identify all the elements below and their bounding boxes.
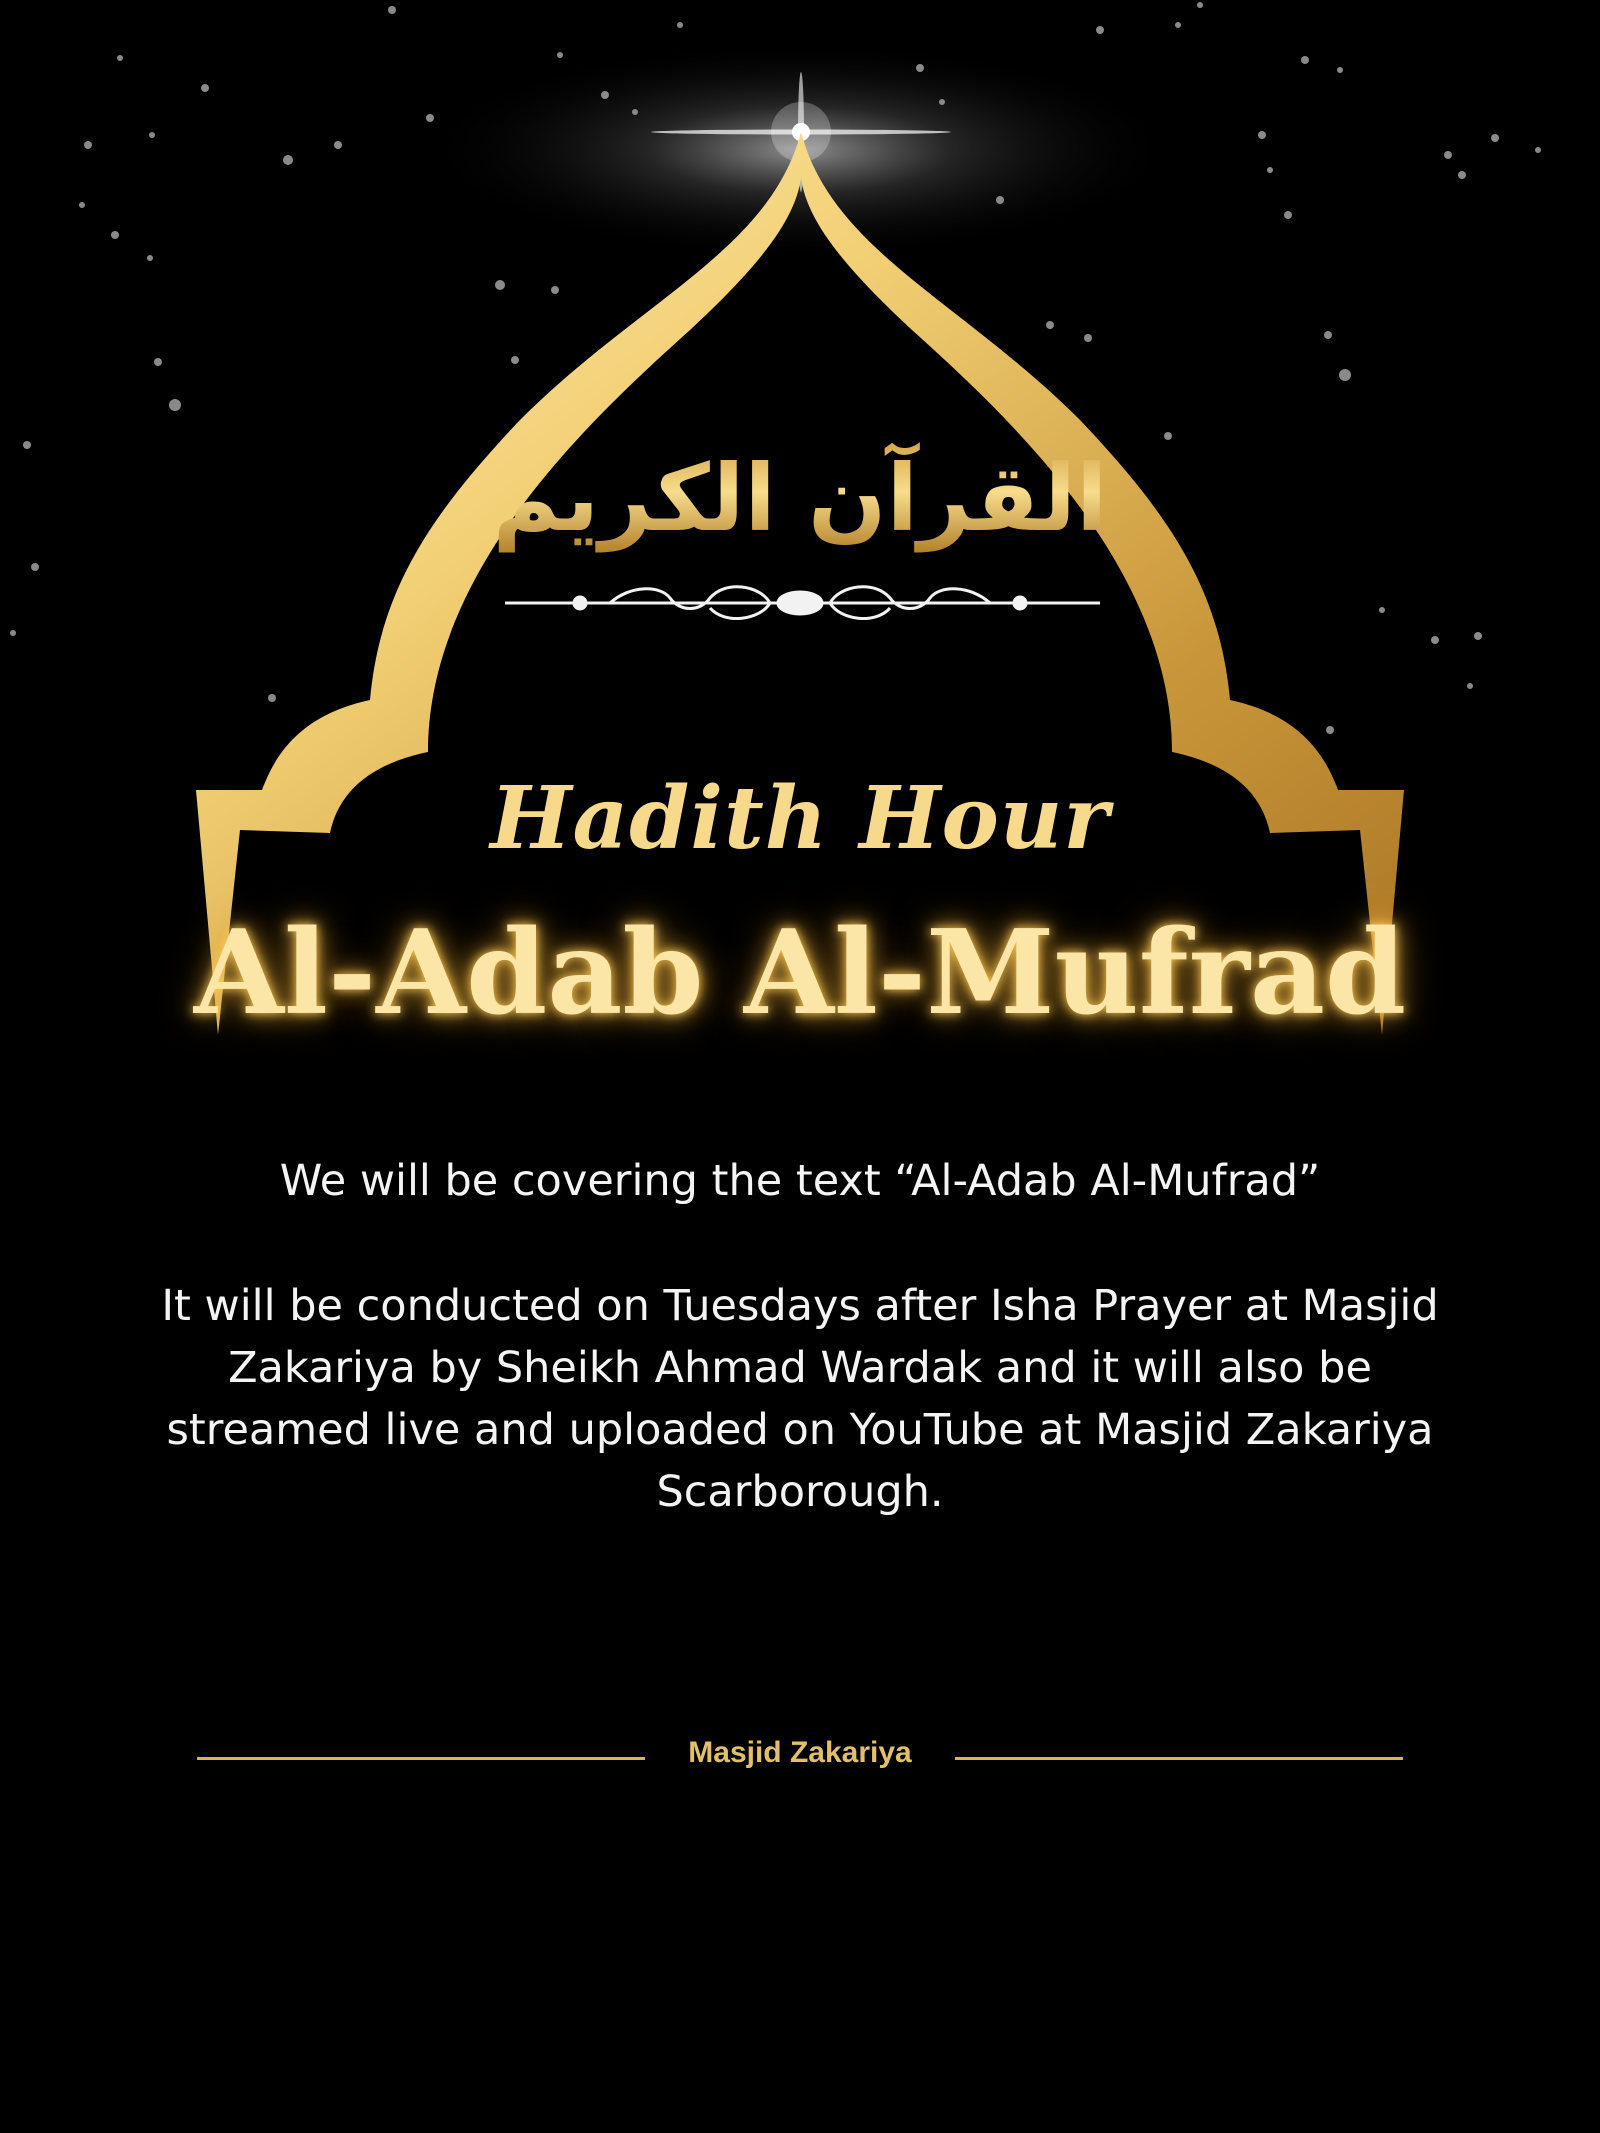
mosque-dome-arch-icon — [196, 132, 1404, 1035]
description-paragraph: We will be covering the text “Al-Adab Al-Mufrad” — [279, 1156, 1321, 1206]
description-paragraph: It will be conducted on Tuesdays after Isha Prayer at Masjid Zakariya by Sheikh Ahmad Wardak and it will also be streamed live and uploaded on YouTube at Masjid Zakariya Scarborough. — [161, 1281, 1439, 1517]
footer-divider-right — [955, 1757, 1403, 1760]
footer-label: Masjid Zakariya — [688, 1736, 912, 1769]
page-title: Al-Adab Al-Mufrad — [193, 905, 1407, 1041]
footer-divider-left — [197, 1757, 645, 1760]
ornament-divider-icon — [505, 587, 1100, 619]
calligraphy-text: القرآن الكريم — [492, 445, 1108, 552]
subtitle: Hadith Hour — [490, 768, 1110, 869]
